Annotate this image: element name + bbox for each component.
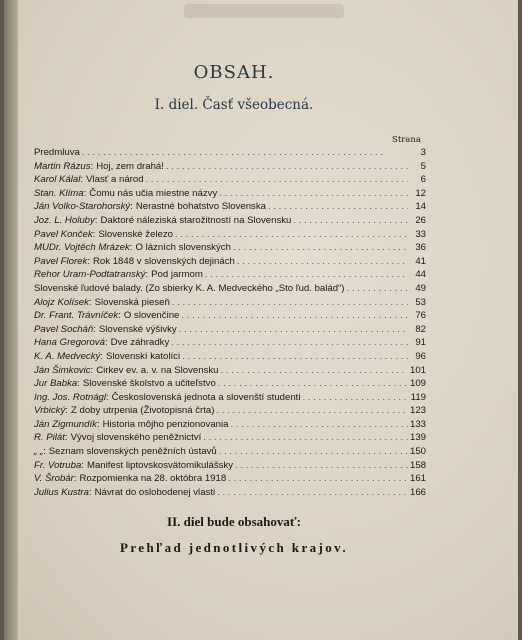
toc-leader-dots bbox=[216, 404, 408, 418]
toc-separator: : bbox=[96, 418, 100, 430]
toc-leader-dots bbox=[230, 418, 408, 432]
toc-leader-dots bbox=[293, 214, 408, 228]
toc-leader-dots bbox=[146, 173, 408, 187]
toc-title: Seznam slovenských peněžních ústavů bbox=[48, 446, 217, 458]
toc-title: Z doby utrpenia (Životopisná črta) bbox=[70, 405, 215, 417]
toc-page-number: 5 bbox=[420, 160, 426, 172]
toc-page-number: 53 bbox=[415, 296, 426, 308]
toc-author: Julius Kustra bbox=[34, 486, 89, 498]
toc-author: Pavel Florek bbox=[34, 255, 88, 267]
toc-separator: : bbox=[129, 242, 133, 254]
toc-author: Ján Šimkovic bbox=[34, 364, 91, 376]
toc-author: Martin Rázus bbox=[34, 160, 91, 172]
toc-page-number: 3 bbox=[420, 147, 426, 158]
toc-page-number: 6 bbox=[420, 174, 426, 186]
toc-page-number: 150 bbox=[409, 446, 426, 458]
toc-leader-dots bbox=[218, 377, 408, 391]
toc-leader-dots bbox=[228, 472, 408, 486]
toc-title: O slovenčine bbox=[123, 310, 180, 322]
toc-entry bbox=[34, 268, 426, 282]
toc-title: Hoj, zem drahá! bbox=[96, 160, 164, 172]
toc-entry bbox=[34, 418, 426, 432]
toc-leader-dots bbox=[82, 146, 408, 160]
toc-title: Slovenské železo bbox=[98, 228, 174, 240]
toc-entry bbox=[34, 350, 426, 364]
toc-title: Historia môjho penzionovania bbox=[102, 418, 229, 430]
toc-entry bbox=[34, 160, 426, 174]
toc-entry bbox=[34, 445, 426, 459]
toc-author: „ „ bbox=[34, 446, 44, 458]
toc-title: O lázních slovenských bbox=[135, 242, 231, 254]
toc-author: Jur Babka bbox=[34, 378, 78, 390]
toc-page-number: 41 bbox=[415, 255, 426, 267]
toc-page-number: 166 bbox=[409, 486, 426, 498]
toc-separator: : bbox=[88, 486, 92, 498]
toc-title: Čomu nás učia miestne názvy bbox=[89, 187, 218, 199]
toc-title: Československá jednota a slovenští studenti bbox=[111, 391, 301, 403]
toc-entry bbox=[34, 282, 426, 296]
toc-leader-dots bbox=[217, 486, 408, 500]
toc-leader-dots bbox=[181, 309, 408, 323]
toc-title: Manifest liptovskosvätomikulášsky bbox=[86, 459, 234, 471]
toc-leader-dots bbox=[268, 200, 408, 214]
toc-entry bbox=[34, 241, 426, 255]
toc-separator: : bbox=[43, 446, 46, 458]
toc-entry bbox=[34, 309, 426, 323]
book-page bbox=[4, 0, 518, 640]
toc-page-number: 12 bbox=[415, 187, 426, 199]
toc-entry bbox=[34, 431, 426, 445]
toc-leader-dots bbox=[166, 160, 408, 174]
toc-author: Ing. Jos. Rotnágl bbox=[34, 391, 106, 403]
toc-title: Rozpomienka na 28. októbra 1918 bbox=[79, 473, 227, 485]
toc-author: Pavel Socháň bbox=[34, 323, 94, 335]
toc-page-number: 133 bbox=[409, 418, 426, 430]
toc-separator: : bbox=[118, 310, 121, 322]
toc-page-number: 96 bbox=[415, 350, 426, 362]
toc-page-number: 82 bbox=[415, 323, 426, 335]
toc-title: Cirkev ev. a. v. na Slovensku bbox=[96, 364, 219, 376]
bleed-through-smudge bbox=[184, 4, 344, 18]
toc-author: Vrbický bbox=[34, 405, 66, 417]
toc-leader-dots bbox=[237, 255, 408, 269]
toc-leader-dots bbox=[220, 364, 408, 378]
toc-page-number: 161 bbox=[409, 473, 426, 485]
part-two-heading: II. diel bude obsahovať: bbox=[167, 514, 301, 529]
toc-separator: : bbox=[73, 473, 77, 485]
toc-author: Dr. Frant. Trávníček bbox=[34, 310, 119, 322]
page-title: OBSAH. bbox=[193, 62, 275, 83]
toc-leader-dots bbox=[175, 228, 408, 242]
toc-separator: : bbox=[90, 160, 94, 172]
toc-separator: : bbox=[94, 214, 98, 226]
toc-title: Slovenskí katolíci bbox=[105, 350, 181, 362]
toc-author: Fr. Votruba bbox=[34, 459, 82, 471]
toc-separator: : bbox=[92, 228, 96, 240]
part-one-heading: I. diel. Časť všeobecná. bbox=[154, 97, 314, 113]
toc-page-number: 76 bbox=[415, 310, 426, 322]
toc-leader-dots bbox=[172, 296, 408, 310]
toc-author: K. A. Medvecký bbox=[34, 350, 101, 362]
toc-leader-dots bbox=[235, 459, 408, 473]
toc-title: Predmluva bbox=[34, 147, 80, 158]
toc-separator: : bbox=[64, 432, 68, 444]
toc-entry bbox=[34, 391, 426, 405]
toc-entry bbox=[34, 187, 426, 201]
toc-leader-dots bbox=[203, 431, 408, 445]
table-of-contents bbox=[34, 146, 426, 499]
toc-title: Návrat do oslobodenej vlasti bbox=[94, 486, 216, 498]
toc-entry bbox=[34, 377, 426, 391]
toc-title: Slovenské výšivky bbox=[98, 323, 177, 335]
toc-entry bbox=[34, 472, 426, 486]
toc-title: Vlasť a národ bbox=[86, 174, 144, 186]
toc-separator: : bbox=[88, 296, 92, 308]
toc-author: Pavel Konček bbox=[34, 228, 93, 240]
toc-separator: : bbox=[81, 459, 84, 471]
toc-author: Ján Volko-Starohorský bbox=[34, 201, 131, 213]
toc-page-number: 33 bbox=[415, 228, 426, 240]
toc-title: Nerastné bohatstvo Slovenska bbox=[135, 201, 266, 213]
toc-leader-dots bbox=[182, 350, 408, 364]
toc-author: Rehor Uram-Podtatranský bbox=[34, 269, 146, 281]
part-two-subheading: Prehľad jednotlivých krajov. bbox=[120, 540, 348, 555]
toc-page-number: 101 bbox=[409, 364, 426, 376]
toc-leader-dots bbox=[205, 268, 408, 282]
toc-leader-dots bbox=[171, 336, 408, 350]
page-column-header: Strana bbox=[392, 135, 421, 145]
toc-page-number: 109 bbox=[409, 378, 426, 390]
toc-page-number: 119 bbox=[410, 391, 426, 403]
toc-author: Joz. L. Holuby bbox=[34, 214, 95, 226]
toc-page-number: 14 bbox=[415, 201, 426, 213]
toc-separator: : bbox=[83, 187, 87, 199]
toc-separator: : bbox=[77, 378, 80, 390]
toc-separator: : bbox=[145, 269, 149, 281]
toc-entry bbox=[34, 173, 426, 187]
toc-author: MUDr. Vojtěch Mrázek bbox=[34, 242, 130, 254]
toc-separator: : bbox=[93, 323, 96, 335]
toc-author: R. Pilát bbox=[34, 432, 65, 444]
toc-title: Daktoré náleziská starožitností na Slovensku bbox=[100, 214, 292, 226]
toc-entry bbox=[34, 146, 426, 160]
toc-separator: : bbox=[130, 201, 133, 213]
toc-leader-dots bbox=[179, 323, 408, 337]
toc-leader-dots bbox=[302, 391, 408, 405]
toc-separator: : bbox=[104, 337, 108, 349]
toc-entry bbox=[34, 214, 426, 228]
toc-leader-dots bbox=[346, 282, 408, 296]
toc-title: Slovenské ľudové balady. (Zo sbierky K. A. Medveckého „Sto ľud. balád“) bbox=[34, 282, 345, 294]
toc-page-number: 139 bbox=[409, 432, 426, 444]
toc-separator: : bbox=[87, 255, 90, 267]
toc-entry bbox=[34, 486, 426, 500]
toc-separator: : bbox=[65, 405, 68, 417]
toc-separator: : bbox=[80, 174, 84, 186]
toc-author: Karol Kálal bbox=[34, 174, 81, 186]
toc-author: Stan. Klíma bbox=[34, 187, 84, 199]
toc-separator: : bbox=[90, 364, 94, 376]
toc-author: Alojz Kolísek bbox=[34, 296, 89, 308]
toc-title: Vývoj slovenského peněžnictví bbox=[70, 432, 202, 444]
toc-title: Slovenská pieseň bbox=[94, 296, 170, 308]
toc-author: Hana Gregorová bbox=[34, 337, 105, 349]
toc-page-number: 123 bbox=[409, 405, 426, 417]
toc-page-number: 158 bbox=[409, 459, 426, 471]
toc-leader-dots bbox=[233, 241, 408, 255]
toc-title: Rok 1848 v slovenských dejinách bbox=[93, 255, 235, 267]
toc-page-number: 26 bbox=[415, 214, 426, 226]
toc-title: Dve záhradky bbox=[110, 337, 170, 349]
toc-entry bbox=[34, 336, 426, 350]
toc-page-number: 91 bbox=[415, 337, 426, 349]
toc-entry bbox=[34, 364, 426, 378]
toc-entry bbox=[34, 255, 426, 269]
toc-leader-dots bbox=[219, 187, 408, 201]
toc-entry bbox=[34, 459, 426, 473]
toc-entry bbox=[34, 323, 426, 337]
toc-page-number: 44 bbox=[415, 269, 426, 281]
toc-entry bbox=[34, 200, 426, 214]
toc-entry bbox=[34, 404, 426, 418]
toc-leader-dots bbox=[219, 445, 408, 459]
toc-page-number: 36 bbox=[415, 242, 426, 254]
toc-author: Ján Zigmundík bbox=[34, 418, 97, 430]
toc-title: Slovenské školstvo a učiteľstvo bbox=[82, 378, 216, 390]
toc-title: Pod jarmom bbox=[151, 269, 203, 281]
toc-separator: : bbox=[100, 350, 103, 362]
toc-author: V. Šrobár bbox=[34, 473, 74, 485]
toc-page-number: 49 bbox=[415, 282, 426, 294]
toc-entry bbox=[34, 228, 426, 242]
toc-separator: : bbox=[106, 391, 109, 403]
toc-entry bbox=[34, 296, 426, 310]
